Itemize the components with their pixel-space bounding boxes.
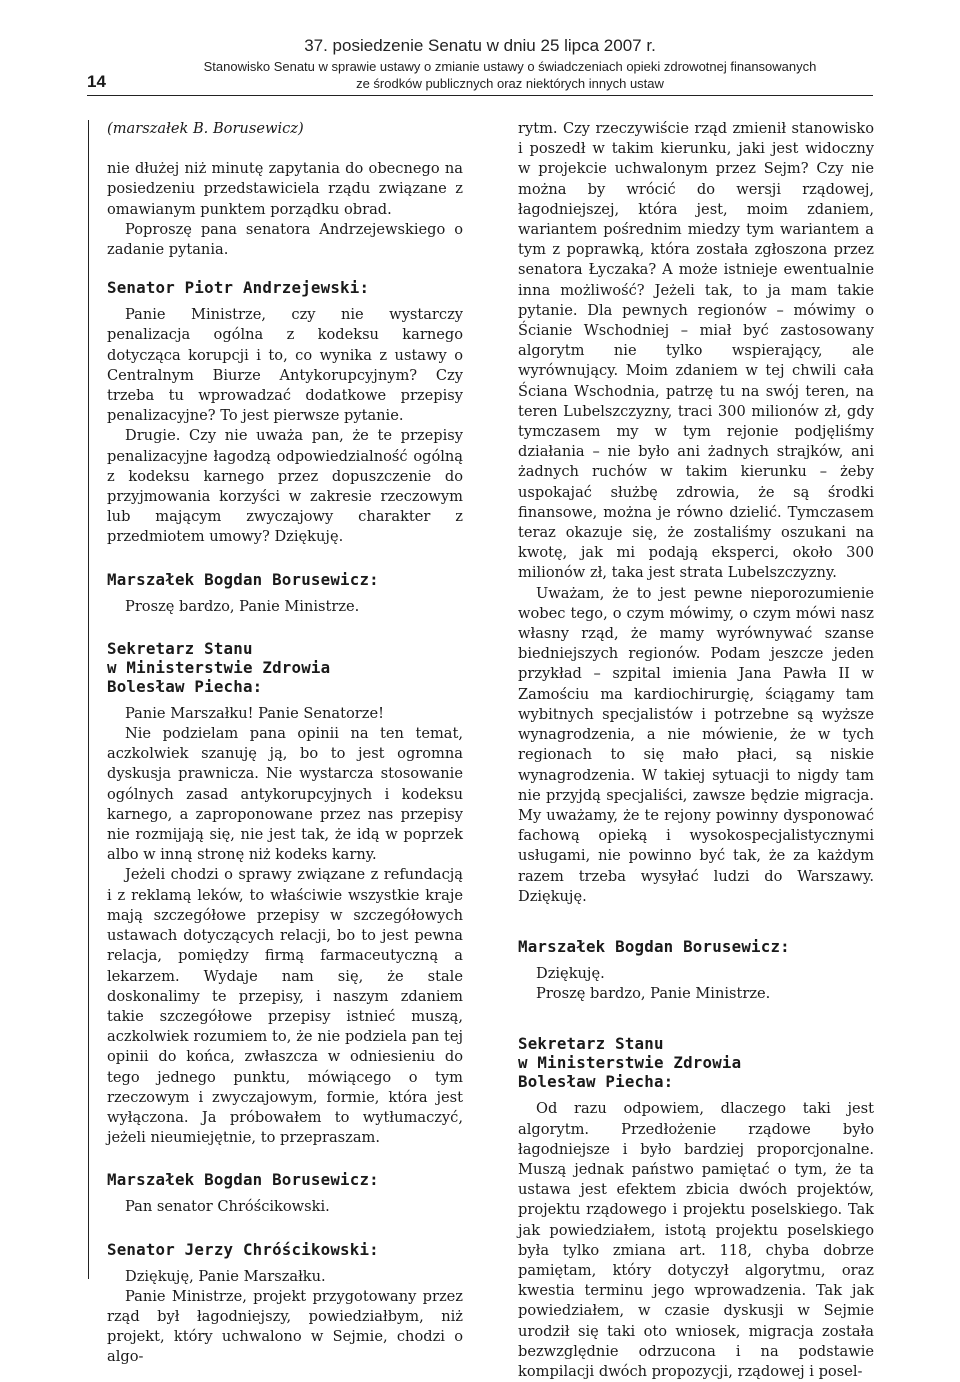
document-subtitle <box>147 58 873 92</box>
speaker-heading: Marszałek Bogdan Borusewicz: <box>107 569 379 589</box>
subtitle-line-1: Stanowisko Senatu w sprawie ustawy o zmianie ustawy o świadczeniach opieki zdrowotnej finansowanych <box>203 59 817 74</box>
speaker-heading: Senator Jerzy Chróścikowski: <box>107 1239 379 1259</box>
subtitle-line-2: ze środków publicznych oraz niektórych innych ustaw <box>356 76 664 91</box>
paragraph: Proszę bardzo, Panie Ministrze. <box>536 985 771 1003</box>
margin-rule <box>88 120 89 1279</box>
speaker-title-line: Sekretarz Stanu <box>518 1034 664 1054</box>
paragraph: Dziękuję, Panie Marszałku. <box>125 1267 326 1285</box>
speaker-title-line: w Ministerstwie Zdrowia <box>518 1053 742 1073</box>
header-divider <box>87 95 873 96</box>
paragraph: Drugie. Czy nie uważa pan, że te przepisy penalizacyjne łagodzą odpowiedzialność ogólną z kodeksu karnego przez dopuszczenie do przyjmowania korzyści w zakresie rzeczowym lub mającym zwyczajowy charakter z przedmiotem umowy? Dziękuję. <box>107 427 463 546</box>
speaker-title-line: w Ministerstwie Zdrowia <box>107 657 331 677</box>
paragraph: Poproszę pana senatora Andrzejewskiego o zadanie pytania. <box>107 220 463 259</box>
paragraph: Panie Ministrze, projekt przygotowany przez rząd był łagodniejszy, powiedziałbym, niż projekt, który uchwalono w Sejmie, chodzi o algo- <box>107 1287 463 1366</box>
page-number: 14 <box>87 72 106 91</box>
paragraph: Proszę bardzo, Panie Ministrze. <box>125 597 360 615</box>
paragraph: rytm. Czy rzeczywiście rząd zmienił stanowisko i poszedł w takim kierunku, jaki jest widoczny w projekcie uchwalonym przez Sejm? Czy nie można by wrócić do wersji rządowej, łagodniejszej, która jest, moim zdaniem, wariantem pośrednim miedzy tym wariantem a tym z poprawką, która została zgłoszona przez senatora Łyczaka? A może istnieje ewentualnie inna możliwość? Jeżeli tak, to ja mam takie pytanie. Dla pewnych regionów – mówimy o Ścianie Wschodniej – miał być zastosowany algorytm nie tylko wspierający, ale wyrównujący. Moim zdaniem w tej chwili cała Ściana Wschodnia, patrzę tu na swój teren, na teren Lubelszczyzny, traci 300 milionów zł, gdy tymczasem my w tym rejonie podjęliśmy działania – nie było ani żadnych strajków, ani żadnych ruchów w takim kierunku – żeby uspokajać służbę zdrowia, że są środki finansowe, można je równo dzielić. Tymczasem teraz okazuje się, że zostaliśmy oszukani na kwotę, jak mi podają eksperci, około 300 milionów zł, taka jest strata Lubelszczyzny. <box>518 120 874 582</box>
paragraph: Nie podzielam pana opinii na ten temat, aczkolwiek szanuję ją, bo to jest ogromna dyskusja prawnicza. Nie wystarcza stosowanie ogólnych zasad antykorupcyjnych i kodeksu karnego, a zaproponowane przez nas przepisy nie rozmijają się, nie jest tak, że idą w poprzek albo w inną stronę niż kodeks karny. <box>107 725 463 864</box>
speaker-name-line: Bolesław Piecha: <box>518 1072 674 1092</box>
speaker-title-line: Sekretarz Stanu <box>107 638 253 658</box>
speaker-heading <box>107 639 463 696</box>
speaker-continuation-note: (marszałek B. Borusewicz) <box>107 120 304 137</box>
speaker-heading: Marszałek Bogdan Borusewicz: <box>518 936 790 956</box>
speaker-heading <box>518 1034 874 1091</box>
speaker-heading: Marszałek Bogdan Borusewicz: <box>107 1170 379 1190</box>
speaker-heading: Senator Piotr Andrzejewski: <box>107 278 370 298</box>
page-header <box>87 36 873 96</box>
right-column <box>518 119 874 1382</box>
left-column <box>107 119 463 1368</box>
paragraph: Panie Marszałku! Panie Senatorze! <box>125 704 384 722</box>
paragraph: nie dłużej niż minutę zapytania do obecnego na posiedzeniu przedstawiciela rządu związane z omawianym punktem porządku obrad. <box>107 160 463 218</box>
speaker-name-line: Bolesław Piecha: <box>107 676 263 696</box>
paragraph: Jeżeli chodzi o sprawy związane z refundacją i z reklamą leków, to właściwie wszystkie kraje mają szczegółowe przepisy w szczegółowych ustawach dotyczących relacji, bo to jest pewna relacja, pomiędzy firmą farmaceutyczną a lekarzem. Wydaje nam się, że stale doskonalimy te przepisy, i naszym zdaniem takie szczegółowe przepisy istnieć muszą, aczkolwiek rozumiem to, że nie podziela pan tej opinii do końca, zwłaszcza w odniesieniu do tego jednego punktu, mówiącego o tym rzeczowym i zwyczajowym, formie, która jest wyłączona. Ja próbowałem to wytłumaczyć, jeżeli nieumiejętnie, to przepraszam. <box>107 866 463 1147</box>
paragraph: Uważam, że to jest pewne nieporozumienie wobec tego, o czym mówimy, o czym mówi nasz własny rząd, że mamy wyrównywać szanse biedniejszych regionów. Podam jeszcze jeden przykład – szpital imienia Jana Pawła II w Zamościu ma kardiochirurgię, ściągamy tam wybitnych specjalistów i potrzebne są wyższe wynagrodzenia, a nie mówienie, że w tych regionach to się mało płaci, są niskie wynagrodzenia. W takiej sytuacji to nigdy tam nie przyjdą specjaliści, zawsze będzie migracja. My uważamy, że te rejony powinny dysponować fachową opieką i wysokospecjalistycznymi usługami, nie powinno być tak, że za każdym razem trzeba wysyłać ludzi do Warszawy. Dziękuję. <box>518 584 874 905</box>
paragraph: Panie Ministrze, czy nie wystarczy penalizacja ogólna z kodeksu karnego dotycząca korupcji i to, co wynika z ustawy o Centralnym Biurze Antykorupcyjnym? Czy trzeba tu wprowadzać dodatkowe przepisy penalizacyjne? To jest pierwsze pytanie. <box>107 306 463 425</box>
paragraph: Od razu odpowiem, dlaczego taki jest algorytm. Przedłożenie rządowe było łagodniejsze i było bardziej proporcjonalne. Muszą jednak państwo pamiętać o tym, że ta ustawa jest efektem zbicia dwóch projektów, projektu rządowego i projektu poselskiego. Tak jak powiedziałem, istotą projektu poselskiego była tylko zmiana art. 118, chyba dobrze pamiętam, który dotyczył algorytmu, oraz kwestia terminu jego wprowadzenia. Tak jak powiedziałem, w czasie dyskusji w Sejmie urodził się taki oto wniosek, migracja została bezwzględnie odrzucona i na podstawie kompilacji dwóch propozycji, rządowej i posel- <box>518 1100 874 1380</box>
session-title: 37. posiedzenie Senatu w dniu 25 lipca 2007 r. <box>304 36 656 55</box>
paragraph: Dziękuję. <box>536 964 605 982</box>
paragraph: Pan senator Chróścikowski. <box>125 1198 330 1216</box>
